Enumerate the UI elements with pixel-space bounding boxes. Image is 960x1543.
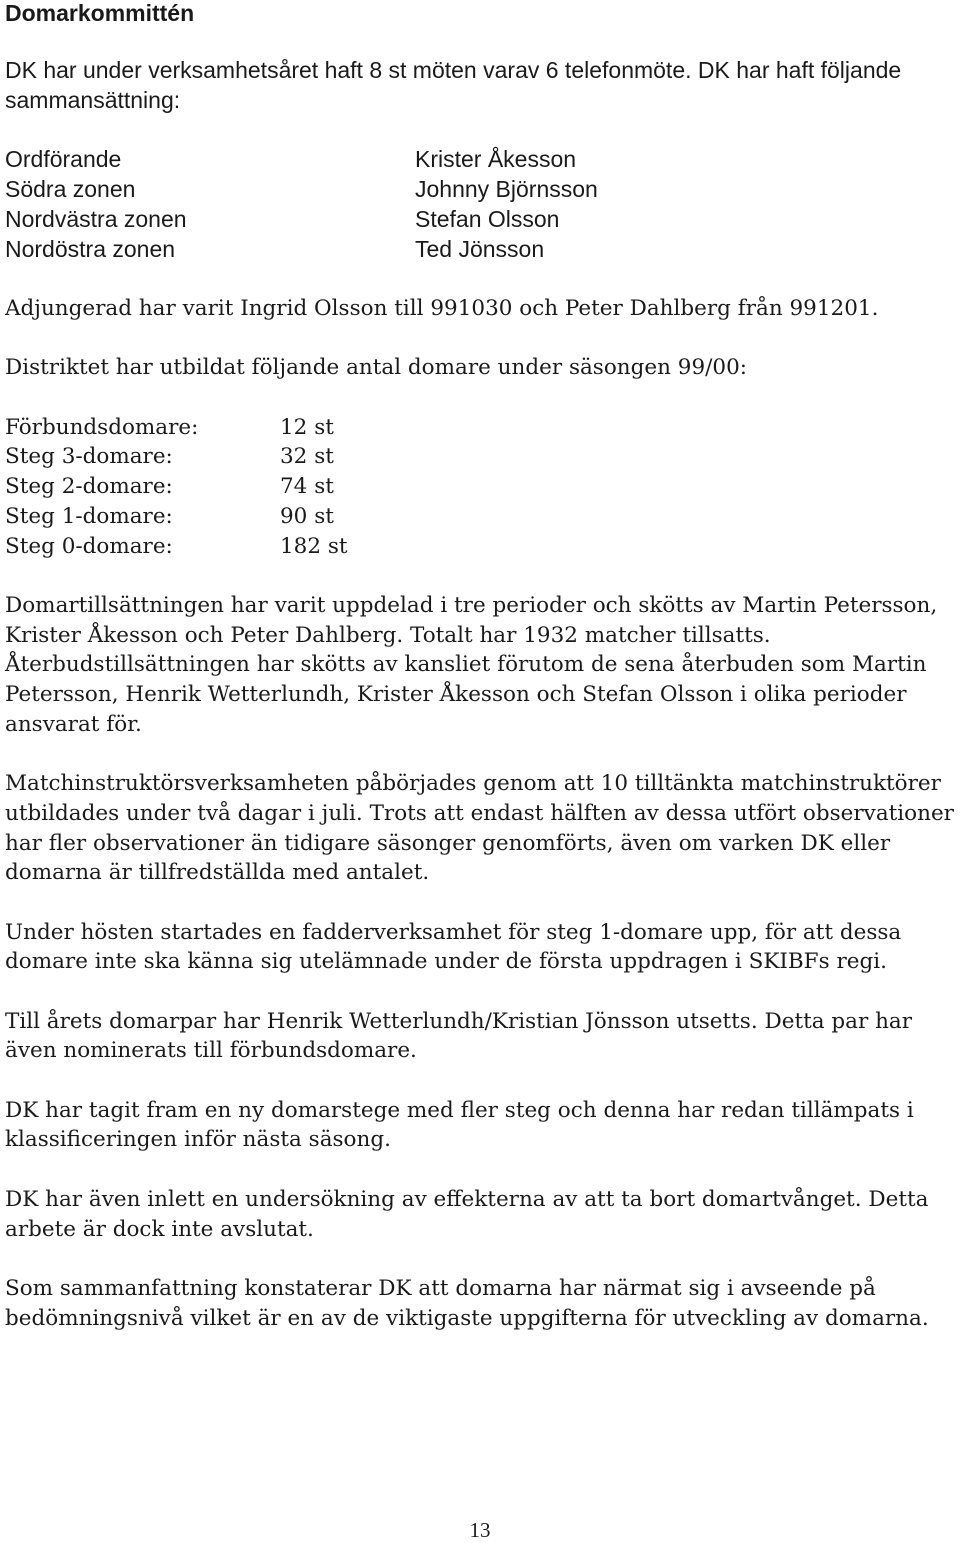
document-page bbox=[5, 0, 955, 1333]
referee-count: 182 st bbox=[280, 533, 348, 559]
referee-count: 74 st bbox=[280, 474, 334, 500]
referee-level: Steg 2-domare: bbox=[5, 474, 173, 500]
roster-name: Krister Åkesson bbox=[415, 146, 577, 173]
body-paragraph: Som sammanfattning konstaterar DK att domarna har närmat sig i avseende på bedömningsnivå vilket är en av de viktigaste uppgifterna för utveckling av domarna. bbox=[5, 1275, 929, 1331]
body-paragraph: Matchinstruktörsverksamheten påbörjades genom att 10 tilltänkta matchinstruktörer utbildades under två dagar i juli. Trots att endast hälften av dessa utfört observationer har fler observationer än tidigare säsonger genomförts, även om varken DK eller domarna är tillfredställda med antalet. bbox=[5, 771, 954, 886]
referee-level: Steg 0-domare: bbox=[5, 533, 173, 559]
referee-level: Steg 1-domare: bbox=[5, 503, 173, 529]
body-paragraph: Till årets domarpar har Henrik Wetterlundh/Kristian Jönsson utsetts. Detta par har även nominerats till förbundsdomare. bbox=[5, 1008, 913, 1064]
body-paragraph: Under hösten startades en fadderverksamhet för steg 1-domare upp, för att dessa domare inte ska känna sig utelämnade under de första uppdragen i SKIBFs regi. bbox=[5, 919, 902, 975]
committee-roster bbox=[5, 145, 955, 264]
roster-name: Ted Jönsson bbox=[415, 235, 545, 262]
referee-count-list bbox=[5, 413, 955, 562]
roster-role: Södra zonen bbox=[5, 176, 136, 203]
section-heading: Domarkommittén bbox=[5, 0, 195, 26]
roster-role: Nordvästra zonen bbox=[5, 205, 187, 232]
roster-role: Ordförande bbox=[5, 146, 122, 173]
referee-count: 32 st bbox=[280, 444, 334, 470]
body-paragraph: Domartillsättningen har varit uppdelad i tre perioder och skötts av Martin Petersson, Krister Åkesson och Peter Dahlberg. Totalt har 1932 matcher tillsatts. Återbudstillsättningen har skötts av kansliet förutom de sena återbuden som Martin Petersson, Henrik Wetterlundh, Krister Åkesson och Stefan Olsson i olika perioder ansvarat för. bbox=[5, 592, 938, 737]
roster-name: Stefan Olsson bbox=[415, 205, 560, 232]
referee-count: 90 st bbox=[280, 503, 334, 529]
body-paragraph: DK har även inlett en undersökning av effekterna av att ta bort domartvånget. Detta arbete är dock inte avslutat. bbox=[5, 1186, 929, 1242]
roster-name: Johnny Björnsson bbox=[415, 176, 598, 203]
adjunct-paragraph: Adjungerad har varit Ingrid Olsson till 991030 och Peter Dahlberg från 991201. bbox=[5, 295, 879, 321]
referee-level: Steg 3-domare: bbox=[5, 444, 173, 470]
referee-level: Förbundsdomare: bbox=[5, 414, 199, 440]
training-intro-paragraph: Distriktet har utbildat följande antal domare under säsongen 99/00: bbox=[5, 355, 747, 381]
referee-count: 12 st bbox=[280, 414, 334, 440]
roster-role: Nordöstra zonen bbox=[5, 235, 176, 262]
page-number: 13 bbox=[469, 1518, 491, 1542]
body-paragraph: DK har tagit fram en ny domarstege med fler steg och denna har redan tillämpats i klassificeringen inför nästa säsong. bbox=[5, 1097, 914, 1153]
intro-paragraph: DK har under verksamhetsåret haft 8 st möten varav 6 telefonmöte. DK har haft följande sammansättning: bbox=[5, 57, 902, 113]
